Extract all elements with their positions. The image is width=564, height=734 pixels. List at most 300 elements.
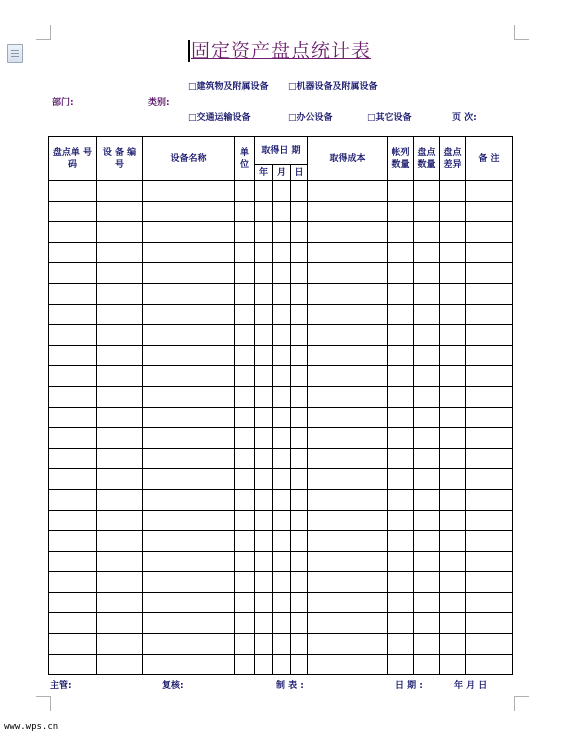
- table-cell[interactable]: [466, 201, 513, 222]
- table-cell[interactable]: [97, 654, 143, 675]
- table-cell[interactable]: [273, 201, 291, 222]
- table-cell[interactable]: [466, 181, 513, 202]
- table-cell[interactable]: [255, 386, 273, 407]
- table-cell[interactable]: [255, 201, 273, 222]
- table-cell[interactable]: [414, 201, 440, 222]
- table-cell[interactable]: [414, 366, 440, 387]
- table-cell[interactable]: [49, 263, 97, 284]
- table-cell[interactable]: [235, 510, 255, 531]
- table-cell[interactable]: [49, 572, 97, 593]
- table-cell[interactable]: [308, 345, 388, 366]
- table-cell[interactable]: [440, 181, 466, 202]
- table-cell[interactable]: [49, 366, 97, 387]
- table-cell[interactable]: [440, 263, 466, 284]
- table-cell[interactable]: [466, 386, 513, 407]
- table-cell[interactable]: [308, 325, 388, 346]
- footer-supervisor: 主管:: [50, 681, 72, 691]
- table-cell[interactable]: [414, 263, 440, 284]
- table-cell[interactable]: [97, 592, 143, 613]
- table-cell[interactable]: [388, 572, 414, 593]
- table-cell[interactable]: [440, 448, 466, 469]
- table-cell[interactable]: [440, 572, 466, 593]
- table-cell[interactable]: [255, 263, 273, 284]
- table-cell[interactable]: [143, 242, 235, 263]
- table-cell[interactable]: [255, 428, 273, 449]
- table-cell[interactable]: [143, 181, 235, 202]
- table-cell[interactable]: [255, 592, 273, 613]
- table-cell[interactable]: [97, 448, 143, 469]
- table-cell[interactable]: [440, 366, 466, 387]
- table-cell[interactable]: [97, 428, 143, 449]
- table-cell[interactable]: [273, 654, 291, 675]
- table-cell[interactable]: [143, 551, 235, 572]
- table-cell[interactable]: [143, 222, 235, 243]
- table-cell[interactable]: [273, 345, 291, 366]
- table-cell[interactable]: [440, 428, 466, 449]
- table-cell[interactable]: [235, 469, 255, 490]
- table-cell[interactable]: [235, 489, 255, 510]
- table-cell[interactable]: [291, 201, 308, 222]
- table-cell[interactable]: [466, 242, 513, 263]
- table-cell[interactable]: [388, 654, 414, 675]
- table-cell[interactable]: [273, 386, 291, 407]
- table-cell[interactable]: [388, 551, 414, 572]
- table-cell[interactable]: [235, 531, 255, 552]
- table-cell[interactable]: [255, 613, 273, 634]
- table-cell[interactable]: [466, 654, 513, 675]
- table-cell[interactable]: [414, 283, 440, 304]
- table-cell[interactable]: [291, 572, 308, 593]
- table-cell[interactable]: [466, 572, 513, 593]
- table-cell[interactable]: [414, 345, 440, 366]
- table-cell[interactable]: [255, 510, 273, 531]
- table-cell[interactable]: [291, 448, 308, 469]
- table-cell[interactable]: [440, 510, 466, 531]
- table-cell[interactable]: [308, 654, 388, 675]
- table-cell[interactable]: [143, 531, 235, 552]
- table-cell[interactable]: [440, 201, 466, 222]
- table-cell[interactable]: [273, 181, 291, 202]
- table-cell[interactable]: [308, 531, 388, 552]
- table-cell[interactable]: [414, 489, 440, 510]
- table-cell[interactable]: [49, 634, 97, 655]
- table-cell[interactable]: [255, 407, 273, 428]
- table-cell[interactable]: [388, 366, 414, 387]
- table-cell[interactable]: [49, 510, 97, 531]
- table-cell[interactable]: [291, 551, 308, 572]
- table-cell[interactable]: [291, 489, 308, 510]
- page-number-label: 页 次:: [452, 113, 477, 123]
- table-cell[interactable]: [466, 283, 513, 304]
- table-cell[interactable]: [255, 572, 273, 593]
- table-cell[interactable]: [49, 181, 97, 202]
- table-cell[interactable]: [414, 551, 440, 572]
- table-cell[interactable]: [466, 325, 513, 346]
- table-cell[interactable]: [308, 428, 388, 449]
- table-cell[interactable]: [273, 592, 291, 613]
- table-cell[interactable]: [308, 222, 388, 243]
- table-cell[interactable]: [388, 304, 414, 325]
- table-cell[interactable]: [235, 551, 255, 572]
- category-option-office[interactable]: □办公设备: [288, 113, 333, 123]
- table-cell[interactable]: [388, 325, 414, 346]
- table-cell[interactable]: [291, 469, 308, 490]
- table-cell[interactable]: [273, 222, 291, 243]
- table-cell[interactable]: [235, 654, 255, 675]
- table-cell[interactable]: [440, 469, 466, 490]
- table-cell[interactable]: [388, 201, 414, 222]
- table-cell[interactable]: [273, 531, 291, 552]
- table-cell[interactable]: [440, 345, 466, 366]
- table-cell[interactable]: [291, 592, 308, 613]
- table-cell[interactable]: [291, 428, 308, 449]
- table-cell[interactable]: [466, 407, 513, 428]
- table-cell[interactable]: [308, 551, 388, 572]
- table-cell[interactable]: [143, 469, 235, 490]
- table-cell[interactable]: [414, 531, 440, 552]
- table-cell[interactable]: [273, 325, 291, 346]
- table-cell[interactable]: [440, 592, 466, 613]
- table-cell[interactable]: [388, 222, 414, 243]
- table-cell[interactable]: [255, 366, 273, 387]
- table-cell[interactable]: [388, 386, 414, 407]
- category-option-machinery[interactable]: □机器设备及附属设备: [288, 82, 378, 92]
- table-cell[interactable]: [466, 469, 513, 490]
- table-cell[interactable]: [49, 654, 97, 675]
- table-cell[interactable]: [97, 222, 143, 243]
- table-cell[interactable]: [97, 263, 143, 284]
- table-cell[interactable]: [49, 448, 97, 469]
- table-cell[interactable]: [255, 345, 273, 366]
- table-cell[interactable]: [235, 448, 255, 469]
- table-cell[interactable]: [414, 407, 440, 428]
- table-cell[interactable]: [49, 201, 97, 222]
- table-cell[interactable]: [466, 489, 513, 510]
- table-cell[interactable]: [291, 242, 308, 263]
- table-cell[interactable]: [466, 263, 513, 284]
- table-cell[interactable]: [49, 407, 97, 428]
- table-cell[interactable]: [143, 613, 235, 634]
- table-cell[interactable]: [388, 448, 414, 469]
- table-cell[interactable]: [466, 531, 513, 552]
- table-cell[interactable]: [143, 634, 235, 655]
- table-cell[interactable]: [49, 531, 97, 552]
- table-cell[interactable]: [273, 283, 291, 304]
- table-cell[interactable]: [466, 592, 513, 613]
- table-cell[interactable]: [49, 551, 97, 572]
- table-cell[interactable]: [255, 222, 273, 243]
- table-cell[interactable]: [414, 613, 440, 634]
- table-cell[interactable]: [235, 592, 255, 613]
- table-cell[interactable]: [97, 366, 143, 387]
- table-cell[interactable]: [255, 181, 273, 202]
- table-cell[interactable]: [388, 263, 414, 284]
- table-cell[interactable]: [440, 386, 466, 407]
- table-cell[interactable]: [308, 634, 388, 655]
- table-cell[interactable]: [97, 345, 143, 366]
- table-cell[interactable]: [235, 201, 255, 222]
- table-cell[interactable]: [97, 304, 143, 325]
- table-cell[interactable]: [143, 489, 235, 510]
- table-cell[interactable]: [466, 613, 513, 634]
- table-cell[interactable]: [255, 304, 273, 325]
- table-cell[interactable]: [291, 654, 308, 675]
- table-cell[interactable]: [291, 613, 308, 634]
- table-cell[interactable]: [235, 407, 255, 428]
- table-cell[interactable]: [440, 325, 466, 346]
- table-cell[interactable]: [414, 448, 440, 469]
- table-cell[interactable]: [143, 407, 235, 428]
- table-cell[interactable]: [388, 242, 414, 263]
- table-cell[interactable]: [466, 551, 513, 572]
- table-cell[interactable]: [440, 531, 466, 552]
- table-cell[interactable]: [273, 407, 291, 428]
- table-cell[interactable]: [97, 613, 143, 634]
- table-cell[interactable]: [97, 407, 143, 428]
- table-cell[interactable]: [273, 510, 291, 531]
- table-cell[interactable]: [308, 613, 388, 634]
- category-option-transport[interactable]: □交通运输设备: [188, 113, 251, 123]
- table-cell[interactable]: [291, 325, 308, 346]
- table-cell[interactable]: [291, 531, 308, 552]
- table-cell[interactable]: [49, 345, 97, 366]
- table-cell[interactable]: [143, 428, 235, 449]
- table-cell[interactable]: [440, 283, 466, 304]
- table-cell[interactable]: [466, 366, 513, 387]
- table-cell[interactable]: [143, 283, 235, 304]
- table-cell[interactable]: [143, 201, 235, 222]
- table-cell[interactable]: [97, 551, 143, 572]
- table-cell[interactable]: [440, 613, 466, 634]
- table-cell[interactable]: [273, 613, 291, 634]
- table-cell[interactable]: [414, 469, 440, 490]
- table-cell[interactable]: [308, 242, 388, 263]
- table-cell[interactable]: [291, 510, 308, 531]
- table-cell[interactable]: [143, 263, 235, 284]
- table-cell[interactable]: [49, 222, 97, 243]
- table-cell[interactable]: [291, 222, 308, 243]
- table-cell[interactable]: [97, 531, 143, 552]
- table-cell[interactable]: [273, 263, 291, 284]
- table-cell[interactable]: [308, 407, 388, 428]
- table-cell[interactable]: [49, 242, 97, 263]
- table-cell[interactable]: [255, 531, 273, 552]
- table-cell[interactable]: [291, 634, 308, 655]
- table-cell[interactable]: [388, 489, 414, 510]
- table-cell[interactable]: [388, 407, 414, 428]
- table-cell[interactable]: [235, 428, 255, 449]
- table-cell[interactable]: [143, 345, 235, 366]
- table-cell[interactable]: [235, 345, 255, 366]
- table-cell[interactable]: [308, 489, 388, 510]
- table-cell[interactable]: [291, 283, 308, 304]
- table-cell[interactable]: [291, 366, 308, 387]
- table-cell[interactable]: [414, 510, 440, 531]
- table-cell[interactable]: [255, 489, 273, 510]
- table-cell[interactable]: [414, 325, 440, 346]
- header-asset-name: 设备名称: [143, 137, 235, 181]
- table-cell[interactable]: [97, 242, 143, 263]
- table-cell[interactable]: [308, 448, 388, 469]
- table-cell[interactable]: [97, 510, 143, 531]
- table-cell[interactable]: [235, 222, 255, 243]
- table-cell[interactable]: [97, 325, 143, 346]
- table-cell[interactable]: [388, 613, 414, 634]
- table-cell[interactable]: [466, 428, 513, 449]
- table-cell[interactable]: [97, 201, 143, 222]
- page-title[interactable]: 固定资产盘点统计表: [188, 40, 371, 62]
- table-cell[interactable]: [291, 181, 308, 202]
- table-cell[interactable]: [255, 283, 273, 304]
- table-cell[interactable]: [466, 448, 513, 469]
- table-cell[interactable]: [440, 242, 466, 263]
- table-cell[interactable]: [291, 263, 308, 284]
- table-cell[interactable]: [273, 428, 291, 449]
- footer-date: 日 期 :: [395, 681, 423, 691]
- table-cell[interactable]: [388, 469, 414, 490]
- table-cell[interactable]: [235, 366, 255, 387]
- table-cell[interactable]: [49, 283, 97, 304]
- table-cell[interactable]: [255, 469, 273, 490]
- table-cell[interactable]: [255, 634, 273, 655]
- table-cell[interactable]: [308, 181, 388, 202]
- table-cell[interactable]: [97, 469, 143, 490]
- table-cell[interactable]: [273, 469, 291, 490]
- table-cell[interactable]: [255, 551, 273, 572]
- table-cell[interactable]: [49, 613, 97, 634]
- table-cell[interactable]: [414, 428, 440, 449]
- table-cell[interactable]: [97, 386, 143, 407]
- table-cell[interactable]: [49, 325, 97, 346]
- table-cell[interactable]: [388, 428, 414, 449]
- table-cell[interactable]: [49, 469, 97, 490]
- table-cell[interactable]: [308, 510, 388, 531]
- table-cell[interactable]: [255, 448, 273, 469]
- table-cell[interactable]: [440, 222, 466, 243]
- table-cell[interactable]: [143, 304, 235, 325]
- table-cell[interactable]: [308, 263, 388, 284]
- table-cell[interactable]: [143, 366, 235, 387]
- table-cell[interactable]: [255, 325, 273, 346]
- table-cell[interactable]: [414, 386, 440, 407]
- table-cell[interactable]: [235, 613, 255, 634]
- table-cell[interactable]: [308, 592, 388, 613]
- table-cell[interactable]: [466, 222, 513, 243]
- table-cell[interactable]: [388, 531, 414, 552]
- table-cell[interactable]: [388, 634, 414, 655]
- table-cell[interactable]: [308, 201, 388, 222]
- table-cell[interactable]: [414, 654, 440, 675]
- table-cell[interactable]: [97, 283, 143, 304]
- table-cell[interactable]: [291, 304, 308, 325]
- table-cell[interactable]: [235, 304, 255, 325]
- table-cell[interactable]: [273, 304, 291, 325]
- category-option-buildings[interactable]: □建筑物及附属设备: [188, 82, 269, 92]
- table-cell[interactable]: [440, 654, 466, 675]
- table-cell[interactable]: [308, 386, 388, 407]
- table-cell[interactable]: [440, 551, 466, 572]
- table-cell[interactable]: [388, 345, 414, 366]
- table-cell[interactable]: [273, 634, 291, 655]
- table-cell[interactable]: [440, 304, 466, 325]
- table-cell[interactable]: [466, 304, 513, 325]
- table-cell[interactable]: [49, 428, 97, 449]
- table-cell[interactable]: [235, 386, 255, 407]
- table-cell[interactable]: [143, 448, 235, 469]
- table-cell[interactable]: [466, 345, 513, 366]
- table-cell[interactable]: [235, 634, 255, 655]
- table-cell[interactable]: [388, 510, 414, 531]
- table-cell[interactable]: [143, 325, 235, 346]
- table-cell[interactable]: [291, 386, 308, 407]
- table-cell[interactable]: [440, 634, 466, 655]
- table-cell[interactable]: [235, 242, 255, 263]
- table-cell[interactable]: [235, 181, 255, 202]
- table-cell[interactable]: [143, 592, 235, 613]
- table-cell[interactable]: [143, 510, 235, 531]
- table-cell[interactable]: [273, 551, 291, 572]
- table-cell[interactable]: [308, 366, 388, 387]
- table-cell[interactable]: [291, 407, 308, 428]
- table-cell[interactable]: [466, 510, 513, 531]
- table-cell[interactable]: [388, 181, 414, 202]
- table-cell[interactable]: [308, 572, 388, 593]
- table-cell[interactable]: [414, 222, 440, 243]
- table-cell[interactable]: [143, 654, 235, 675]
- table-cell[interactable]: [143, 572, 235, 593]
- table-cell[interactable]: [97, 489, 143, 510]
- table-cell[interactable]: [291, 345, 308, 366]
- table-cell[interactable]: [388, 592, 414, 613]
- table-cell[interactable]: [97, 181, 143, 202]
- table-cell[interactable]: [255, 242, 273, 263]
- table-cell[interactable]: [414, 592, 440, 613]
- table-cell[interactable]: [440, 407, 466, 428]
- table-cell[interactable]: [273, 489, 291, 510]
- table-cell[interactable]: [308, 304, 388, 325]
- table-cell[interactable]: [49, 592, 97, 613]
- table-cell[interactable]: [273, 366, 291, 387]
- table-cell[interactable]: [466, 634, 513, 655]
- category-option-other[interactable]: □其它设备: [367, 113, 412, 123]
- table-cell[interactable]: [308, 283, 388, 304]
- table-cell[interactable]: [414, 242, 440, 263]
- table-cell[interactable]: [414, 181, 440, 202]
- table-cell[interactable]: [235, 325, 255, 346]
- dept-label: 部门:: [52, 98, 74, 108]
- table-cell[interactable]: [49, 489, 97, 510]
- table-cell[interactable]: [235, 263, 255, 284]
- table-cell[interactable]: [49, 304, 97, 325]
- table-cell[interactable]: [414, 572, 440, 593]
- table-cell[interactable]: [97, 572, 143, 593]
- table-cell[interactable]: [273, 242, 291, 263]
- table-cell[interactable]: [97, 634, 143, 655]
- table-cell[interactable]: [255, 654, 273, 675]
- table-cell[interactable]: [273, 572, 291, 593]
- table-cell[interactable]: [388, 283, 414, 304]
- table-cell[interactable]: [143, 386, 235, 407]
- table-cell[interactable]: [235, 283, 255, 304]
- table-cell[interactable]: [273, 448, 291, 469]
- header-book-qty: 帐列 数量: [388, 137, 414, 181]
- table-cell[interactable]: [414, 304, 440, 325]
- table-cell[interactable]: [440, 489, 466, 510]
- table-cell[interactable]: [414, 634, 440, 655]
- table-cell[interactable]: [308, 469, 388, 490]
- table-cell[interactable]: [49, 386, 97, 407]
- table-cell[interactable]: [235, 572, 255, 593]
